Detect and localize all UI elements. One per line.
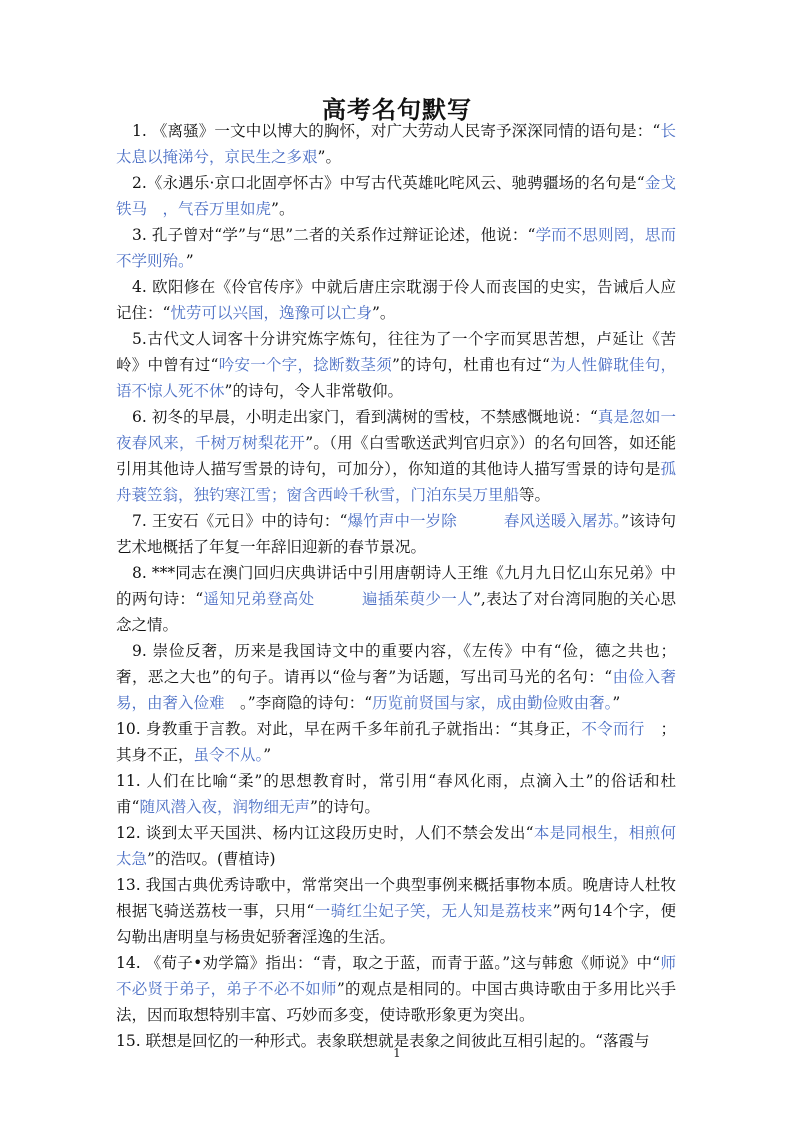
answer-text: 金戈铁马 ，气吞万里如虎 — [116, 174, 676, 218]
question-item — [116, 508, 676, 560]
question-item — [116, 274, 676, 326]
question-text: 14. 《荀子•劝学篇》指出：“青，取之于蓝，而青于蓝。”这与韩愈《师说》中“ — [116, 954, 661, 972]
answer-text: 由俭入奢易，由奢入俭难 — [116, 668, 676, 712]
question-list — [116, 118, 676, 1054]
question-text: 3. 孔子曾对“学”与“思”二者的关系作过辩证论述，他说：“ — [132, 226, 536, 244]
question-text: ” — [612, 694, 621, 712]
question-text: ”的观点是相同的。中国古典诗歌由于多用比兴手法，因而取想特别丰富、巧妙而多变，使诗歌形象更为突出。 — [116, 980, 676, 1024]
question-text: ”。 — [317, 148, 341, 166]
question-text: 12. 谈到太平天国洪、杨内讧这段历史时，人们不禁会发出“ — [116, 824, 534, 842]
question-item — [116, 560, 676, 638]
question-text: 2.《永遇乐·京口北固亭怀古》中写古代英雄叱咤风云、驰骋疆场的名句是“ — [132, 174, 645, 192]
answer-text: 随风潜入夜，润物细无声 — [139, 798, 310, 816]
question-text: 11. 人们在比喻“柔”的思想教育时，常引用“春风化雨，点滴入土”的俗话和杜甫“ — [116, 772, 676, 816]
question-text: ”。 — [371, 304, 396, 322]
question-item — [116, 872, 676, 950]
answer-text: 虽令不从。 — [193, 746, 264, 764]
answer-text: 遥知兄弟登高处 遍插茱萸少一人 — [203, 590, 473, 608]
question-text: ”两句14个字，便勾勒出唐明皇与杨贵妃骄奢淫逸的生活。 — [116, 902, 676, 946]
answer-text: 孤舟蓑笠翁，独钓寒江雪；窗含西岭千秋雪，门泊东吴万里船 — [116, 460, 676, 504]
question-item — [116, 638, 676, 716]
question-text: ”的诗句，杜甫也有过“ — [392, 356, 550, 374]
question-text: 10. 身教重于言教。对此，早在两千多年前孔子就指出：“其身正， — [116, 720, 582, 738]
question-item — [116, 768, 676, 820]
question-text: ；其身不正， — [116, 720, 676, 764]
question-text: 1. 《离骚》一文中以博大的胸怀，对广大劳动人民寄予深深同情的语句是：“ — [132, 122, 661, 140]
answer-text: 为人性僻耽佳句，语不惊人死不休 — [116, 356, 676, 400]
question-text: 6. 初冬的早晨，小明走出家门，看到满树的雪枝，不禁感慨地说：“ — [132, 408, 598, 426]
question-item — [116, 326, 676, 404]
question-item — [116, 222, 676, 274]
question-text: ”。（用《白雪歌送武判官归京》）的名句回答，如还能引用其他诗人描写雪景的诗句，可加分），你知道的其他诗人描写雪景的诗句是 — [116, 434, 676, 478]
question-text: 9. 崇俭反奢，历来是我国诗文中的重要内容，《左传》中有“俭，德之共也；奢，恶之大也”的句子。请再以“俭与奢”为话题，写出司马光的名句：“ — [116, 642, 676, 686]
question-text: 15. 联想是回忆的一种形式。表象联想就是表象之间彼此互相引起的。“落霞与 — [116, 1032, 650, 1050]
question-text: 5.古代文人词客十分讲究炼字炼句，往往为了一个字而冥思苦想，卢延让《苦岭》中曾有过“ — [116, 330, 676, 374]
answer-text: 爆竹声中一岁除 春风送暖入屠苏。 — [347, 512, 622, 530]
question-text: 4. 欧阳修在《伶官传序》中就后唐庄宗耽溺于伶人而丧国的史实，告诫后人应记住：“ — [116, 278, 676, 322]
page-number: 1 — [393, 1046, 401, 1060]
question-text: ”的诗句，令人非常敬仰。 — [224, 382, 403, 400]
question-item — [116, 716, 676, 768]
answer-text: 真是忽如一夜春风来，千树万树梨花开 — [116, 408, 676, 452]
question-text: ”。 — [271, 200, 295, 218]
question-item — [116, 950, 676, 1028]
question-text: ”,表达了对台湾同胞的关心思念之情。 — [116, 590, 676, 634]
answer-text: 吟安一个字，捻断数茎须 — [218, 356, 393, 374]
question-text: ” — [263, 746, 272, 764]
answer-text: 本是同根生，相煎何太急 — [116, 824, 676, 868]
question-item — [116, 170, 676, 222]
answer-text: 长太息以掩涕兮，京民生之多艰 — [116, 122, 676, 166]
question-item — [116, 118, 676, 170]
answer-text: 不令而行 — [581, 720, 645, 738]
page-title: 高考名句默写 — [322, 95, 472, 124]
answer-text: 师不必贤于弟子，弟子不必不如师 — [116, 954, 676, 998]
question-text: 7. 王安石《元日》中的诗句：“ — [132, 512, 348, 530]
question-text: 8. ***同志在澳门回归庆典讲话中引用唐朝诗人王维《九月九日忆山东兄弟》中的两句诗：“ — [116, 564, 676, 608]
answer-text: 历览前贤国与家，成由勤俭败由奢。 — [372, 694, 613, 712]
answer-text: 一骑红尘妃子笑，无人知是荔枝来 — [314, 902, 553, 920]
question-text: ”的浩叹。(曹植诗) — [147, 850, 276, 868]
question-text: ”的诗句。 — [309, 798, 380, 816]
question-item — [116, 404, 676, 508]
question-text: 。”李商隐的诗句：“ — [224, 694, 373, 712]
question-item — [116, 820, 676, 872]
question-text: 13. 我国古典优秀诗歌中，常常突出一个典型事例来概括事物本质。晚唐诗人杜牧根据飞骑送荔枝一事，只用“ — [116, 876, 676, 920]
question-text: 等。 — [519, 486, 551, 504]
answer-text: 忧劳可以兴国，逸豫可以亡身 — [170, 304, 372, 322]
question-text: ” — [185, 252, 194, 270]
question-text: ”该诗句艺术地概括了年复一年辞旧迎新的春节景况。 — [116, 512, 676, 556]
answer-text: 学而不思则罔，思而不学则殆。 — [116, 226, 676, 270]
